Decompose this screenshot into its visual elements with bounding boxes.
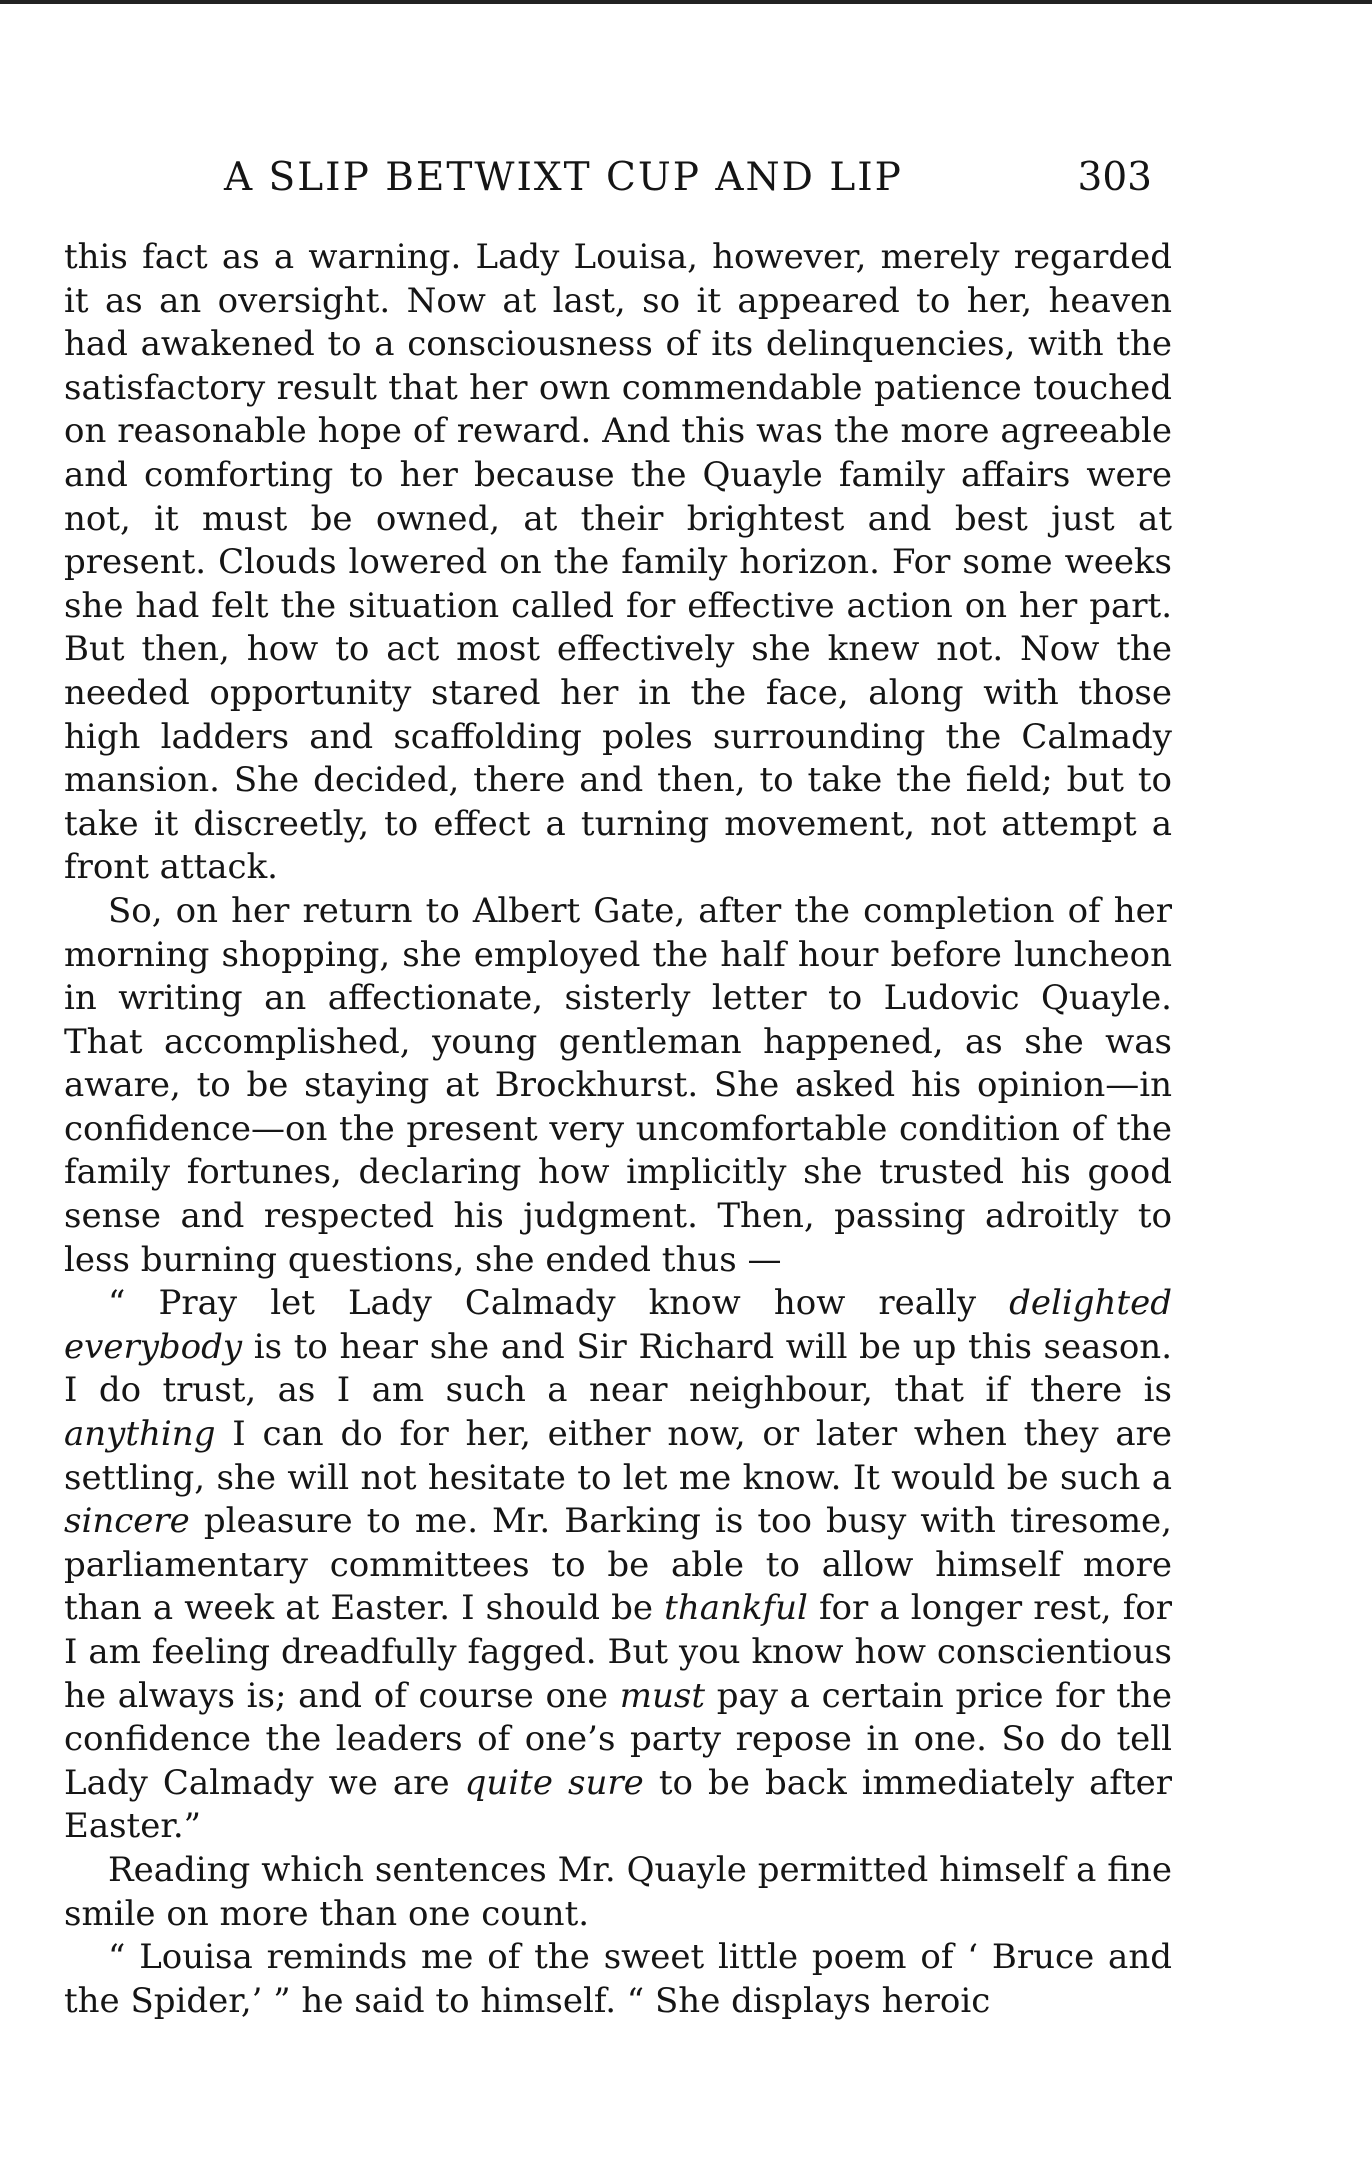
letter-italic-5: must (619, 1675, 705, 1716)
body-text (64, 236, 1172, 2023)
paragraph-3-letter (64, 1282, 1172, 1849)
letter-italic-2: anything (64, 1414, 216, 1455)
paragraph-1: this fact as a warning. Lady Louisa, however, merely regarded it as an oversight. Now at last, so it appeared to her, heaven had awakened to a consciousness of its delinquencies, with the satisfactory result that her own commendable patience touched on reasonable hope of reward. And this was the more agreeable and comforting to her because the Quayle family affairs were not, it must be owned, at their brightest and best just at present. Clouds lowered on the family horizon. For some weeks she had felt the situation called for effective action on her part. But then, how to act most effectively she knew not. Now the needed opportunity stared her in the face, along with those high ladders and scaffolding poles surrounding the Calmady mansion. She decided, there and then, to take the field; but to take it discreetly, to effect a turning movement, not attempt a front attack. (64, 237, 1172, 888)
letter-italic-3: sincere (64, 1501, 190, 1542)
paragraph-4: Reading which sentences Mr. Quayle permitted himself a fine smile on more than one count. (64, 1849, 1172, 1934)
running-title: A SLIP BETWIXT CUP AND LIP (224, 155, 903, 200)
letter-text-3: I can do for her, either now, or later when they are settling, she will not hesitate to let me know. It would be such a (64, 1414, 1172, 1498)
top-page-rule (0, 0, 1372, 4)
letter-italic-4: thankful (664, 1588, 808, 1629)
letter-italic-6: quite sure (464, 1762, 644, 1803)
letter-text-7: to be back immediately after Easter.” (64, 1762, 1172, 1847)
letter-text-4: pleasure to me. Mr. Barking is too busy with tiresome, parliamentary committees to be able to allow himself more than a week at Easter. I should be (64, 1501, 1172, 1629)
letter-text-2: is to hear she and Sir Richard will be up this season. I do trust, as I am such a near neighbour, that if there is (64, 1326, 1172, 1411)
letter-text-6: pay a certain price for the confidence the leaders of one’s party repose in one. So do tell Lady Calmady we are (64, 1675, 1172, 1803)
letter-text-1: “ Pray let Lady Calmady know how really (108, 1283, 1010, 1324)
running-head (64, 148, 1172, 208)
paragraph-5: “ Louisa reminds me of the sweet little poem of ‘ Bruce and the Spider,’ ” he said to himself. “ She displays heroic (64, 1937, 1172, 2021)
letter-italic-1: delighted everybody (64, 1283, 1172, 1367)
paragraph-2: So, on her return to Albert Gate, after the completion of her morning shopping, she employed the half hour before luncheon in writing an affectionate, sisterly letter to Ludovic Quayle. That accomplished, young gentleman happened, as she was aware, to be staying at Brockhurst. She asked his opinion—in confidence—on the present very uncomfortable condition of the family fortunes, declaring how implicitly she trusted his good sense and respected his judgment. Then, passing adroitly to less burning questions, she ended thus — (64, 890, 1172, 1280)
page-number: 303 (1077, 155, 1152, 200)
letter-text-5: for a longer rest, for I am feeling dreadfully fagged. But you know how conscientious he always is; and of course one (64, 1588, 1172, 1716)
